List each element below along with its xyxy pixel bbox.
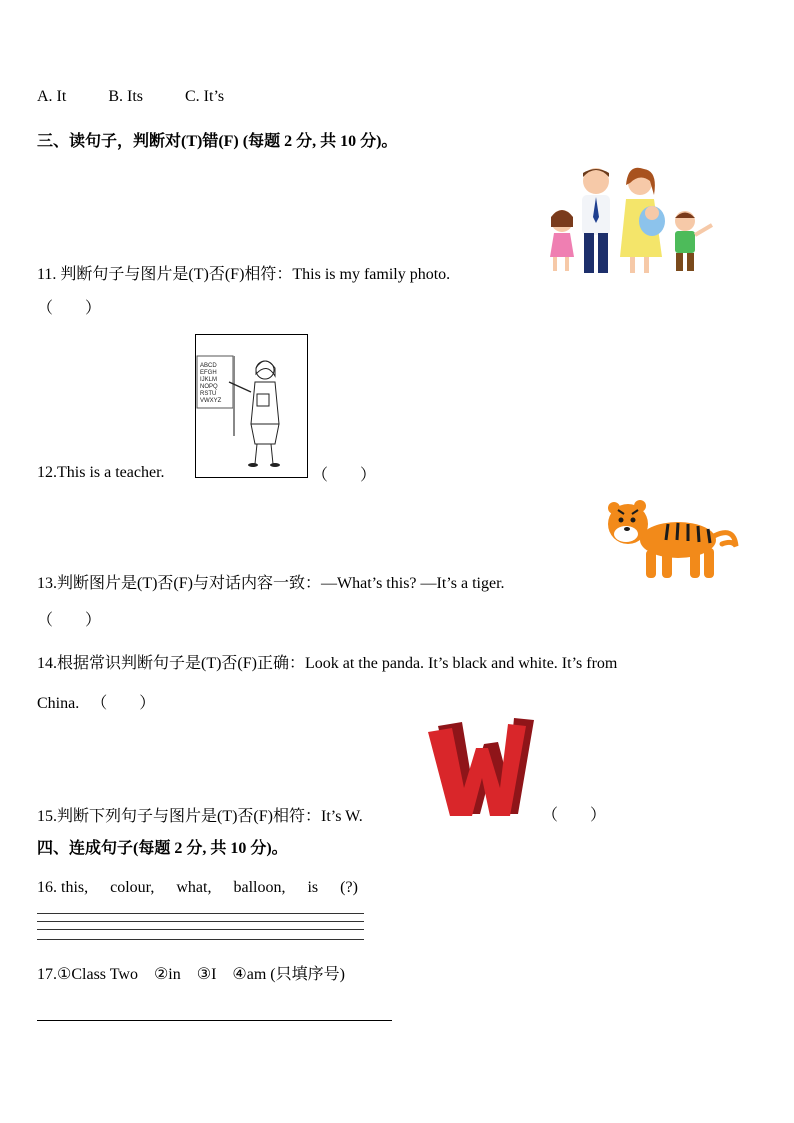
answer-blank-14[interactable]: （ ）: [91, 695, 156, 712]
writing-line-1[interactable]: [37, 913, 364, 914]
question-14-line2: China.: [37, 695, 80, 712]
option-b: B. Its: [108, 88, 143, 105]
family-illustration: [540, 165, 720, 277]
word-4: balloon,: [233, 879, 286, 896]
chart-row-2: EFGH: [200, 370, 217, 376]
answer-blank-11[interactable]: （ ）: [37, 300, 102, 317]
red-letter-w-image: [426, 718, 538, 818]
writing-line-2[interactable]: [37, 921, 364, 922]
chart-row-5: RSTU: [200, 391, 217, 397]
chart-row-4: NOPQ: [200, 384, 218, 390]
writing-line-3[interactable]: [37, 929, 364, 930]
section-4-heading: 四、连成句子(每题 2 分, 共 10 分)。: [37, 840, 288, 857]
question-15: 15.判断下列句子与图片是(T)否(F)相符：It’s W.: [37, 808, 363, 825]
answer-blank-13[interactable]: （ ）: [37, 612, 102, 629]
question-11: 11. 判断句子与图片是(T)否(F)相符：This is my family photo.: [37, 266, 451, 283]
answer-blank-15[interactable]: （ ）: [542, 807, 607, 824]
writing-line-4[interactable]: [37, 939, 364, 940]
question-16: [37, 879, 380, 897]
teacher-illustration: [195, 334, 308, 479]
word-3: what,: [176, 879, 212, 896]
chart-row-3: IJKLM: [200, 377, 218, 383]
tiger-illustration: [604, 496, 740, 582]
question-17: 17.①Class Two ②in ③I ④am (只填序号): [37, 966, 345, 983]
question-12: 12.This is a teacher.: [37, 464, 165, 481]
question-14: 14.根据常识判断句子是(T)否(F)正确：Look at the panda. It’s black and white. It’s from: [37, 655, 618, 672]
option-a: A. It: [37, 88, 67, 105]
question-14-cont: [37, 690, 155, 713]
option-c: C. It’s: [185, 88, 225, 105]
chart-row-1: ABCD: [200, 363, 217, 369]
word-1: 16. this,: [37, 879, 89, 896]
answer-blank-12[interactable]: （ ）: [312, 467, 377, 484]
question-13: 13.判断图片是(T)否(F)与对话内容一致：—What’s this? —It’s a tiger.: [37, 575, 505, 592]
word-5: is: [307, 879, 319, 896]
chart-row-6: VWXYZ: [200, 398, 222, 404]
word-2: colour,: [110, 879, 155, 896]
answer-line-17[interactable]: [37, 1020, 392, 1021]
word-6: (?): [340, 879, 358, 896]
section-3-heading: 三、读句子，判断对(T)错(F) (每题 2 分, 共 10 分)。: [37, 133, 398, 150]
options-line: [37, 88, 266, 106]
